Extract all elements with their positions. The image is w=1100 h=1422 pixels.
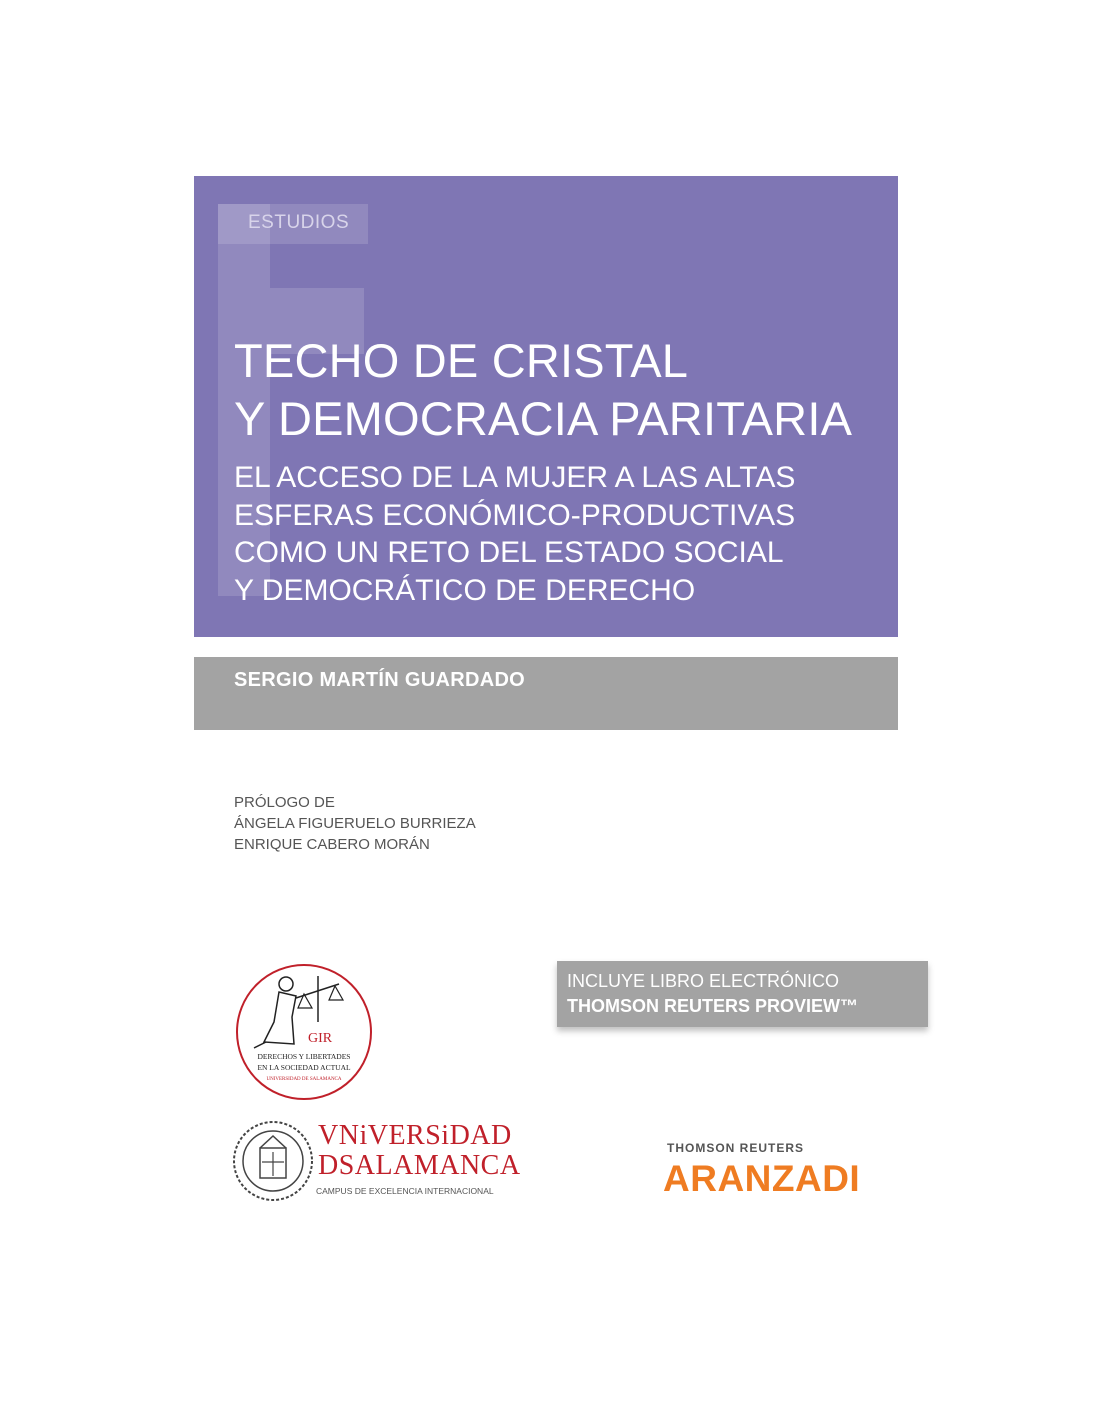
prologue-heading: PRÓLOGO DE [234, 794, 335, 811]
book-title [234, 332, 852, 448]
university-name-line-2: DSALAMANCA [318, 1150, 521, 1181]
gir-seal-logo [234, 962, 374, 1102]
subtitle-line-3: COMO UN RETO DEL ESTADO SOCIAL [234, 536, 784, 569]
thomson-reuters-label: THOMSON REUTERS [667, 1141, 805, 1155]
university-name-line-1: VNiVERSiDAD [318, 1120, 512, 1151]
prologue-author-1: ÁNGELA FIGUERUELO BURRIEZA [234, 815, 476, 832]
author-band [194, 657, 898, 730]
subtitle-line-4: Y DEMOCRÁTICO DE DERECHO [234, 573, 696, 607]
author-name: SERGIO MARTÍN GUARDADO [234, 669, 526, 691]
ebook-badge-line-2: THOMSON REUTERS PROVIEW™ [567, 996, 859, 1016]
prologue-author-2: ENRIQUE CABERO MORÁN [234, 836, 430, 853]
subtitle-line-2: ESFERAS ECONÓMICO-PRODUCTIVAS [234, 498, 796, 532]
title-line-2: Y DEMOCRACIA PARITARIA [234, 392, 853, 445]
gir-line-1: DERECHOS Y LIBERTADES [257, 1052, 351, 1061]
series-label: ESTUDIOS [248, 212, 350, 233]
gir-line-2: EN LA SOCIEDAD ACTUAL [257, 1063, 351, 1072]
aranzadi-logo-text: ARANZADI [663, 1158, 861, 1199]
title-line-1: TECHO DE CRISTAL [234, 334, 689, 387]
gir-line-3: UNIVERSIDAD DE SALAMANCA [266, 1077, 342, 1082]
ebook-badge-line-1: INCLUYE LIBRO ELECTRÓNICO [567, 971, 840, 991]
universidad-salamanca-logo [230, 1118, 521, 1204]
prologue-block [234, 792, 476, 855]
subtitle-line-1: EL ACCESO DE LA MUJER A LAS ALTAS [234, 461, 796, 494]
university-seal-icon [230, 1118, 316, 1204]
university-tagline: CAMPUS DE EXCELENCIA INTERNACIONAL [316, 1186, 494, 1196]
book-subtitle [234, 459, 795, 609]
gir-acronym: GIR [308, 1031, 333, 1046]
cover-title-box [194, 176, 898, 637]
ebook-badge [557, 961, 928, 1027]
